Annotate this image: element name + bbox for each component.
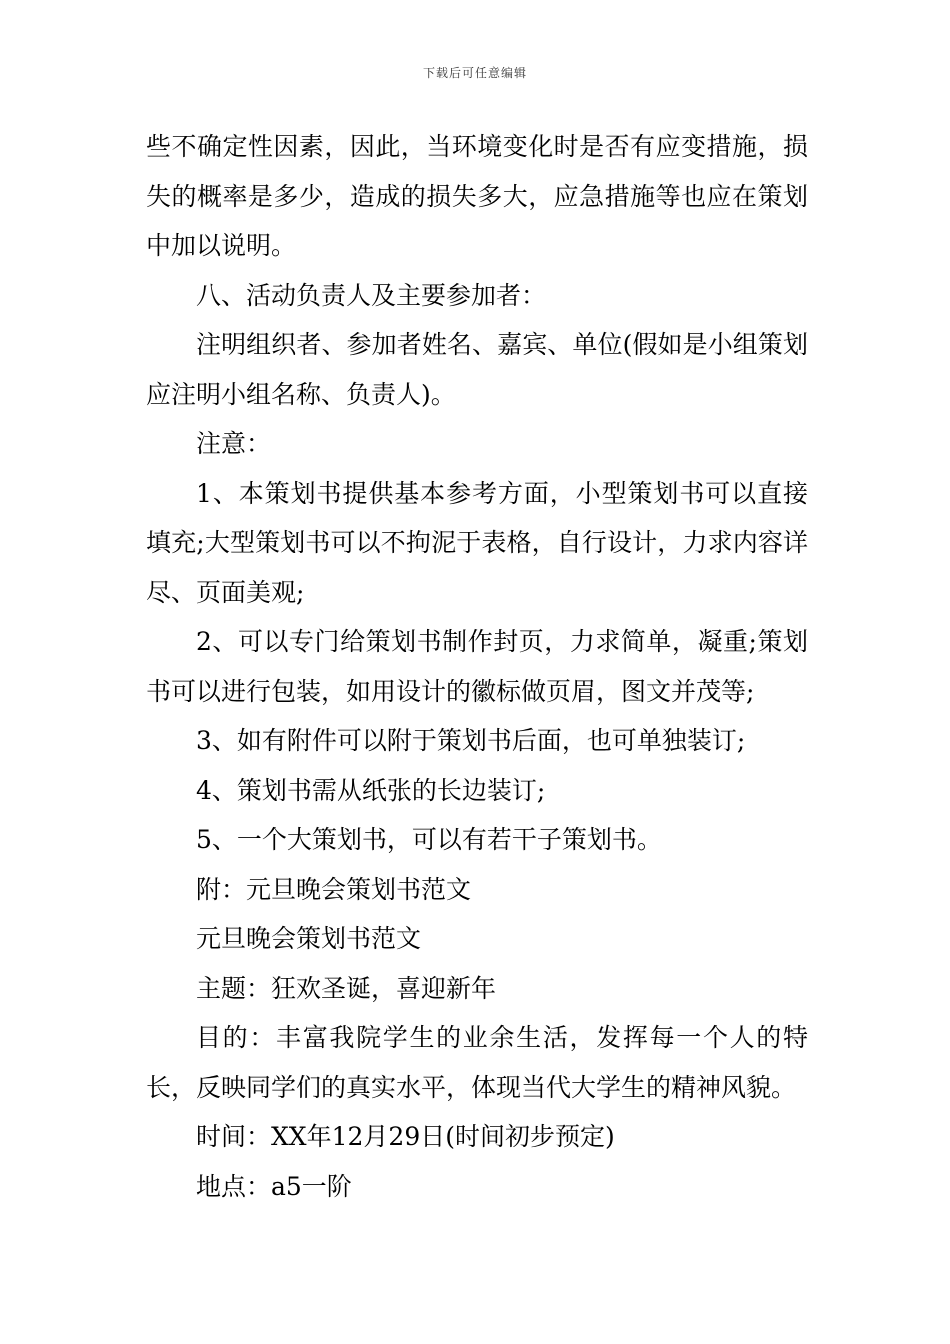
document-body (146, 122, 808, 1211)
paragraph-organizers-note: 注明组织者、参加者姓名、嘉宾、单位(假如是小组策划应注明小组名称、负责人)。 (146, 330, 808, 409)
sample-title: 元旦晚会策划书范文 (196, 924, 422, 953)
note-item-1: 1、本策划书提供基本参考方面，小型策划书可以直接填充;大型策划书可以不拘泥于表格，自行设计，力求内容详尽、页面美观; (146, 478, 808, 607)
section-heading-responsible-persons: 八、活动负责人及主要参加者： (196, 280, 547, 310)
sample-location: 地点：a5一阶 (196, 1171, 352, 1201)
sample-purpose: 目的：丰富我院学生的业余生活，发挥每一个人的特长，反映同学们的真实水平，体现当代大学生的精神风貌。 (146, 1023, 808, 1102)
note-item-4: 4、策划书需从纸张的长边装订; (196, 775, 546, 805)
sample-theme: 主题：狂欢圣诞，喜迎新年 (196, 973, 497, 1003)
paragraph-risk-continuation: 些不确定性因素，因此，当环境变化时是否有应变措施，损失的概率是多少，造成的损失多大，应急措施等也应在策划中加以说明。 (146, 132, 808, 260)
appendix-heading: 附：元旦晚会策划书范文 (196, 874, 472, 904)
note-item-2: 2、可以专门给策划书制作封页，力求简单，凝重;策划书可以进行包装，如用设计的徽标做页眉，图文并茂等; (146, 627, 808, 706)
note-item-5: 5、一个大策划书，可以有若干子策划书。 (196, 825, 662, 854)
note-item-3: 3、如有附件可以附于策划书后面，也可单独装订; (196, 726, 746, 755)
sample-time: 时间：XX年12月29日(时间初步预定) (196, 1122, 615, 1151)
notes-heading: 注意： (196, 429, 272, 458)
page-header: 下载后可任意编辑 (422, 66, 527, 80)
